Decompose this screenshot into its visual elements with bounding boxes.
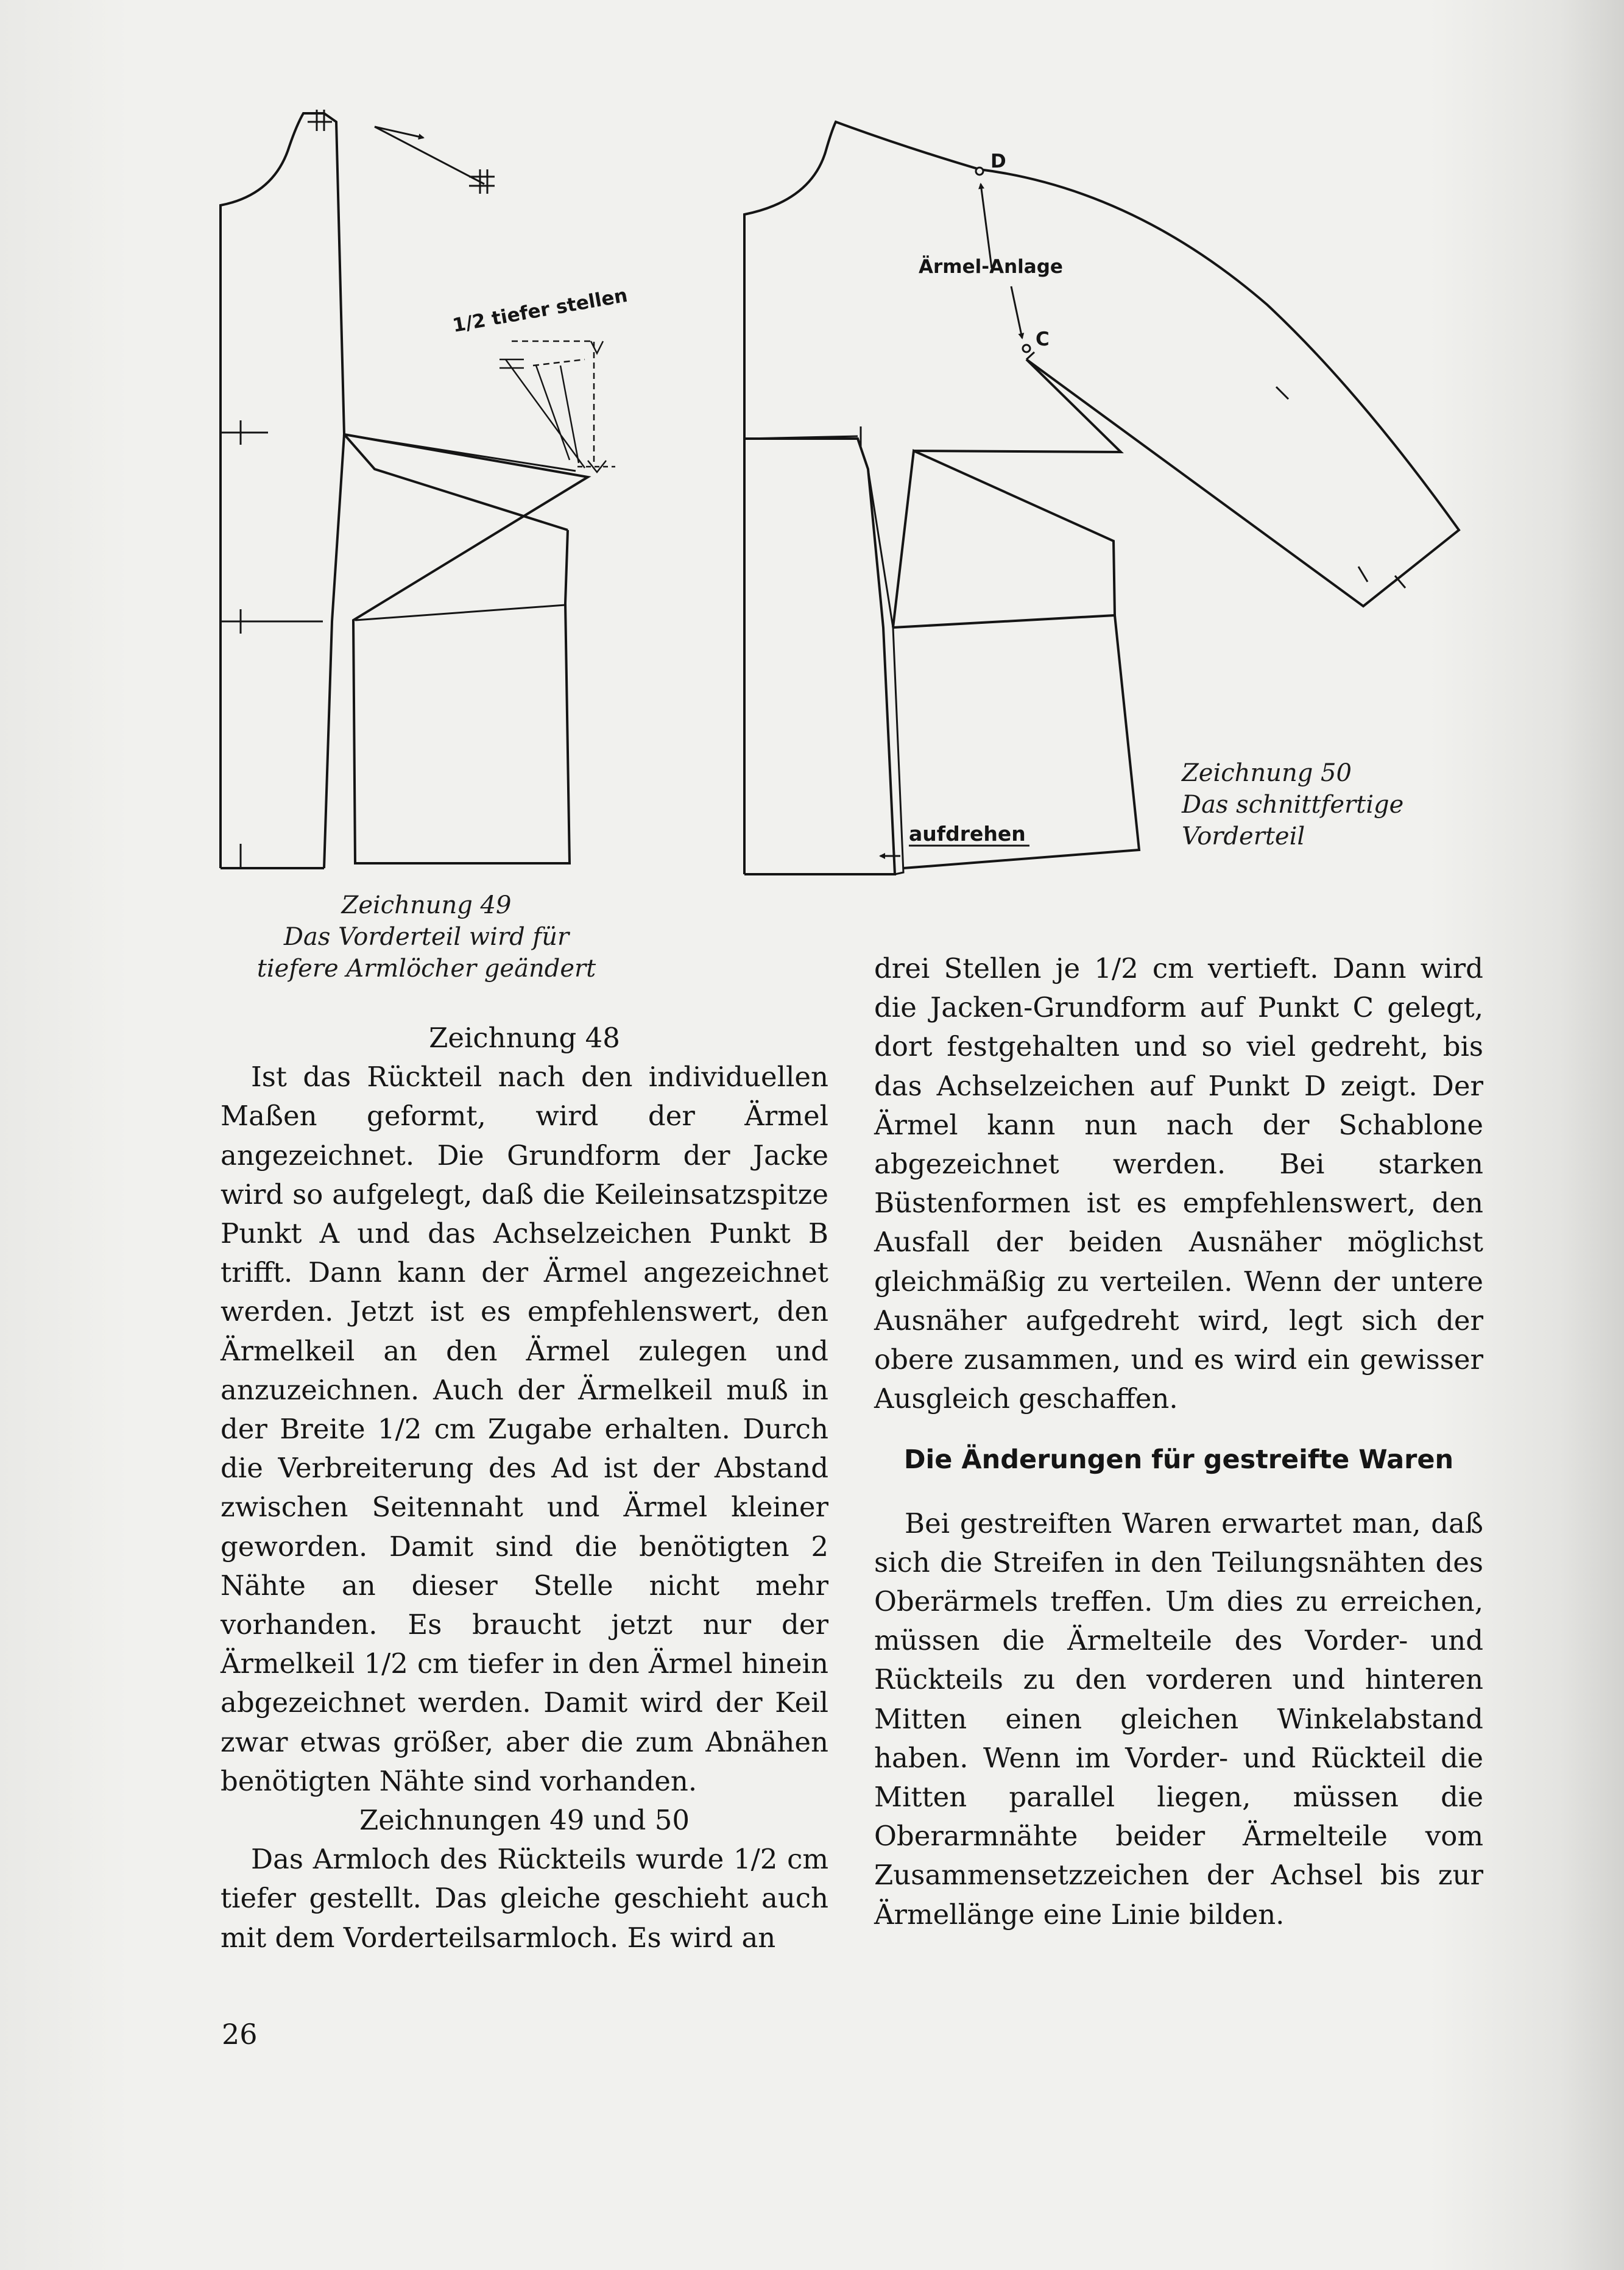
fig49-center-line	[324, 113, 344, 868]
paragraph-zeichnung-48: Ist das Rückteil nach den individuellen Maßen geformt, wird der Ärmel angezeichnet. Die Grundform der Jacke wird so aufgelegt, daß die Keileinsatzspitze Punkt A und das Achselzeichen Punkt B trifft. Dann kann der Ärmel angezeichnet werden. Jetzt ist es empfehlenswert, den Ärmelkeil an den Ärmel zulegen und anzuzeichnen. Auch der Ärmelkeil muß in der Breite 1/2 cm Zugabe erhalten. Durch die Verbreiterung des Ad ist der Abstand zwischen Seitennaht und Ärmel kleiner geworden. Damit sind die benötigten 2 Nähte an dieser Stelle nicht mehr vorhanden. Es braucht jetzt nur der Ärmelkeil 1/2 cm tiefer in den Ärmel hinein abgezeichnet werden. Damit wird der Keil zwar etwas größer, aber die zum Abnähen benötigten Nähte sind vorhanden.	[221, 1061, 828, 1797]
fig49-back-outline	[221, 113, 324, 868]
paragraph-striped: Bei gestreiften Waren erwartet man, daß sich die Streifen in den Teilungsnähten des Oberärmels treffen. Um dies zu erreichen, müssen die Ärmelteile des Vorder- und Rückteils zu den vorderen und hinteren Mitten einen gleichen Winkelabstand haben. Wenn im Vorder- und Rückteil die Mitten parallel liegen, müssen die Oberarmnähte beider Ärmelteile vom Zusammensetzzeichen der Achsel bis zur Ärmellänge eine Linie bilden.	[874, 1507, 1483, 1931]
fig50-label-sleeve: Ärmel-Anlage	[919, 256, 1063, 278]
figure-49-drawing	[221, 110, 615, 868]
section-title-striped: Die Änderungen für gestreifte Waren	[903, 1444, 1454, 1476]
paragraph-continued: drei Stellen je 1/2 cm vertieft. Dann wird die Jacken-Grundform auf Punkt C gelegt, dort festgehalten und so viel gedreht, bis das Achselzeichen auf Punkt D zeigt. Der Ärmel kann nun nach der Schablone abgezeichnet werden. Bei starken Büstenformen ist es empfehlenswert, den Ausfall der beiden Ausnäher möglichst gleichmäßig zu verteilen. Wenn der untere Ausnäher aufgedreht wird, legt sich der obere zusammen, und es wird ein gewisser Ausgleich geschaffen.	[874, 952, 1483, 1415]
paragraph-zeichnungen-49-50: Das Armloch des Rückteils wurde 1/2 cm tiefer gestellt. Das gleiche geschieht auch mit dem Vorderteilsarmloch. Es wird an	[221, 1843, 828, 1954]
fig49-label-lower: 1/2 tiefer stellen	[451, 284, 629, 337]
fig50-label-turn: aufdrehen	[909, 822, 1026, 846]
heading-zeichnungen-49-50: Zeichnungen 49 und 50	[359, 1804, 690, 1837]
figure-49-caption	[244, 889, 609, 985]
fig50-label-d: D	[990, 150, 1006, 172]
fig50-body-outline	[744, 122, 980, 874]
fig50-caption-line2: Vorderteil	[1182, 822, 1305, 850]
right-column	[874, 949, 1483, 1934]
fig49-dart-lower	[344, 434, 568, 530]
heading-zeichnung-48: Zeichnung 48	[429, 1022, 620, 1054]
fig49-caption-title: Zeichnung 49	[341, 891, 512, 919]
fig49-caption-line1: Das Vorderteil wird für	[283, 923, 570, 951]
fig50-point-d-marker	[976, 168, 983, 175]
fig50-point-c-marker	[1023, 345, 1030, 352]
fig50-left-panel	[744, 439, 895, 874]
fig50-label-c: C	[1036, 328, 1050, 350]
left-column	[221, 1019, 828, 1957]
page-number: 26	[222, 2018, 258, 2051]
fig50-caption-line1: Das schnittfertige	[1182, 791, 1404, 819]
fig49-caption-line2: tiefere Armlöcher geändert	[256, 955, 596, 983]
figure-50-caption	[1182, 757, 1499, 852]
fig50-caption-title: Zeichnung 50	[1182, 759, 1352, 787]
